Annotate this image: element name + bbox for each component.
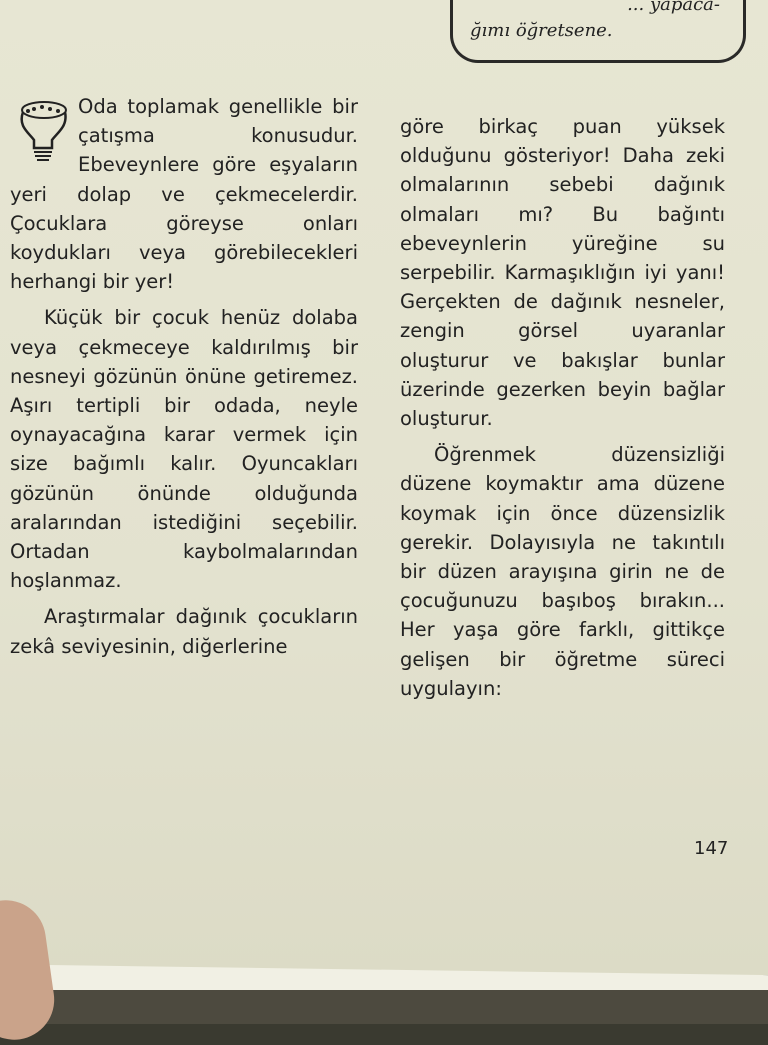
left-paragraph-1: Oda toplamak genellikle bir çatışma konusudur. Ebeveynlere göre eşyaların yeri dolap ve çekmecelerdir. Çocuklara göreyse onları koydukları veya görebilecekleri herhangi bir yer!	[10, 95, 358, 294]
right-paragraph-1: göre birkaç puan yüksek olduğunu gösteriyor! Daha zeki olmalarının sebebi dağınık olmaları mı? Bu bağıntı ebeveynlerin yüreğine su serpebilir. Karmaşıklığın iyi yanı! Gerçekten de dağınık nesneler, zengin görsel uyaranlar oluşturur ve bakışlar bunlar üzerinde gezerken beyin bağlar oluşturur.	[400, 115, 725, 431]
bubble-line-1: ... yapaca-	[627, 0, 720, 15]
speech-bubble-text	[470, 0, 730, 44]
right-column	[400, 112, 725, 710]
book-cover-edge	[20, 990, 768, 1024]
left-paragraph-2: Küçük bir çocuk henüz dolaba veya çekmeceye kaldırılmış bir nesneyi gözünün önüne getiremez. Aşırı tertipli bir odada, neyle oynayacağına karar vermek için size bağımlı kalır. Oyuncakları gözünün önünde olduğunda aralarından istediğini seçebilir. Ortadan kaybolmalarından hoşlanmaz.	[10, 306, 358, 593]
page-number: 147	[694, 838, 729, 859]
bubble-line-2: ğımı öğretsene.	[470, 20, 613, 41]
right-paragraph-2: Öğrenmek düzensizliği düzene koymaktır ama düzene koymak için önce düzensizlik gerekir. Dolayısıyla ne takıntılı bir düzen arayışına girin ne de çocuğunuzu başıboş bırakın... Her yaşa göre farklı, gittikçe gelişen bir öğretme süreci uygulayın:	[400, 443, 725, 700]
left-column	[10, 92, 358, 668]
left-paragraph-3: Araştırmalar dağınık çocukların zekâ seviyesinin, diğerlerine	[10, 605, 358, 658]
